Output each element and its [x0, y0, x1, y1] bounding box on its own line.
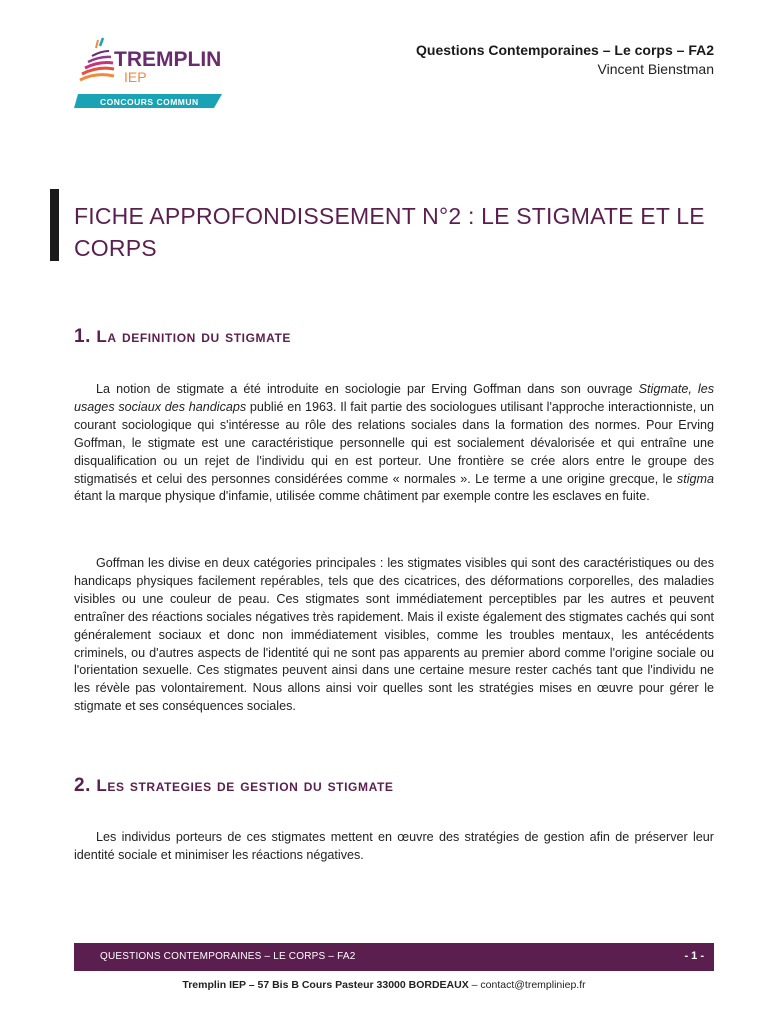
- footer-label: QUESTIONS CONTEMPORAINES – LE CORPS – FA2: [100, 951, 356, 962]
- text-run: étant la marque physique d'infamie, utilisée comme châtiment par exemple contre les esclaves en fuite.: [74, 489, 650, 504]
- document-header: [416, 42, 714, 77]
- section-number: 2.: [74, 775, 92, 796]
- section-title: Les strategies de gestion du stigmate: [96, 776, 394, 795]
- logo-swoosh-icon: [80, 38, 114, 80]
- footer-contact: – contact@trempliniep.fr: [468, 979, 586, 991]
- logo-sub: IEP: [124, 69, 147, 85]
- title-accent-bar: [50, 189, 59, 261]
- paragraph-1: [74, 381, 714, 506]
- footer-address-main: Tremplin IEP – 57 Bis B Cours Pasteur 33000 BORDEAUX: [182, 979, 469, 991]
- text-run: publié en 1963. Il fait partie des sociologues utilisant l'approche interactionniste, un courant sociologique qui s'intéresse au rôle des relations sociales dans la formation des normes. Pour Erving Goffman, le stigmate est une caractéristique personnelle qui est socialement dévalorisée et qui entraîne une disqualification ou un rejet de l'individu qui en est porteur. Une frontière se crée alors entre le groupe des stigmatisés et celui des personnes considérées comme « normales ». Le terme a une origine grecque, le: [74, 399, 715, 486]
- footer-bar: [74, 943, 714, 971]
- text-run: La notion de stigmate a été introduite en sociologie par Erving Goffman dans son ouvrage: [96, 382, 639, 396]
- header-author: Vincent Bienstman: [597, 61, 714, 77]
- section-title: La definition du stigmate: [96, 327, 292, 346]
- italic-term: stigma: [676, 471, 714, 486]
- section-heading-2: [74, 775, 393, 797]
- footer-address: [0, 979, 768, 991]
- book-title: Stigmate, les usages sociaux des handicaps: [74, 382, 715, 414]
- paragraph-2: Goffman les divise en deux catégories principales : les stigmates visibles qui sont des caractéristiques ou des handicaps physiques facilement repérables, tels que des cicatrices, des déformations corporelles, des maladies visibles ou une couleur de peau. Ces stigmates sont immédiatement perceptibles par les autres et peuvent entraîner des réactions sociales négatives très rapidement. Mais il existe également des stigmates cachés qui sont généralement sociaux et donc non immédiatement visibles, comme les troubles mentaux, les antécédents criminels, ou d'autres aspects de l'identité qui ne sont pas apparents au premier abord comme l'origine sociale ou l'orientation sexuelle. Ces stigmates peuvent ainsi dans une certaine mesure rester cachés tant que l'individu ne les révèle pas volontairement. Nous allons ainsi voir quelles sont les stratégies mises en œuvre pour gérer le stigmate et ses conséquences sociales.: [74, 556, 714, 714]
- logo-tagline: CONCOURS COMMUN: [100, 97, 199, 107]
- page-number: - 1 -: [684, 950, 704, 962]
- section-heading-1: [74, 326, 291, 348]
- page-title: FICHE APPROFONDISSEMENT N°2 : LE STIGMATE ET LE CORPS: [74, 203, 705, 261]
- logo-brand: TREMPLIN: [114, 48, 222, 71]
- tremplin-logo: [74, 36, 224, 112]
- section-number: 1.: [74, 326, 92, 347]
- paragraph-3: Les individus porteurs de ces stigmates mettent en œuvre des stratégies de gestion afin de préserver leur identité sociale et minimiser les réactions négatives.: [74, 830, 714, 862]
- header-title: Questions Contemporaines – Le corps – FA2: [416, 42, 714, 58]
